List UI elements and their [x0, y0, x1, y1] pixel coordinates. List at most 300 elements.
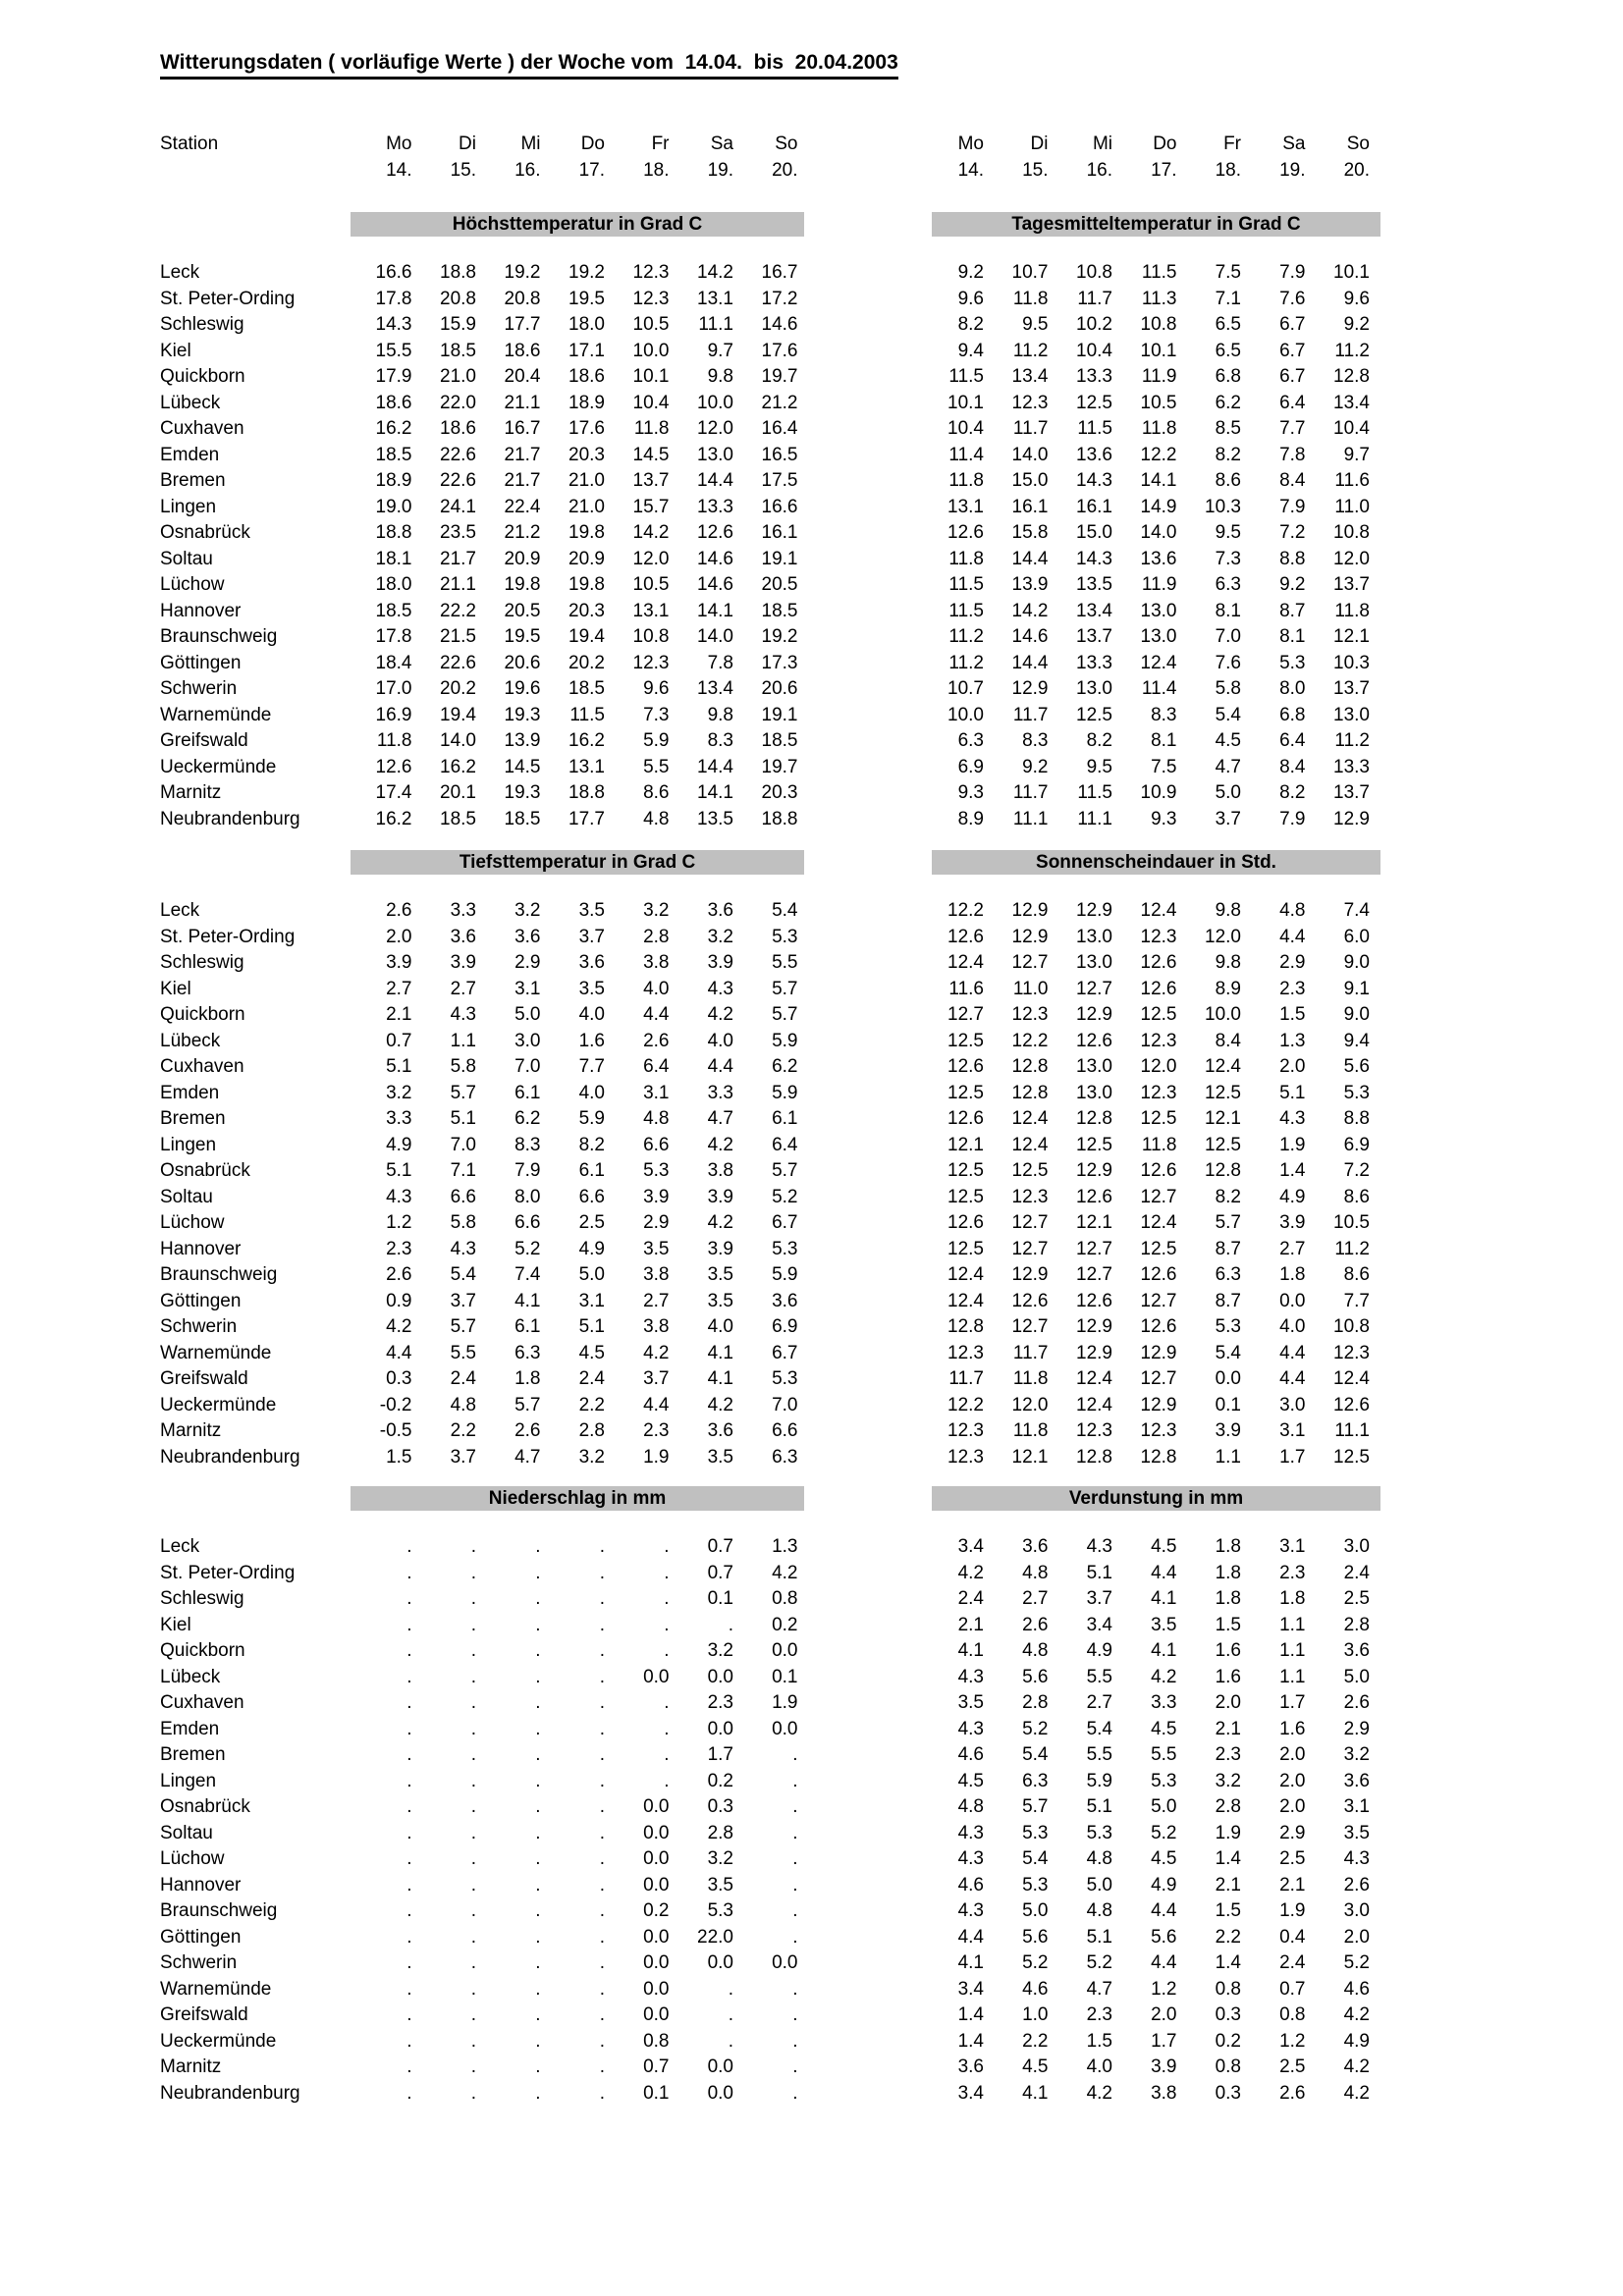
- value-cell: 8.7: [1215, 1290, 1241, 1311]
- value-cell: 10.8: [1076, 262, 1112, 283]
- value-cell: 7.7: [578, 1056, 605, 1077]
- value-cell: 17.7: [504, 314, 541, 335]
- column-gap: [798, 1185, 920, 1211]
- value-cell: 0.0: [643, 2004, 670, 2025]
- column-gap: [798, 1133, 920, 1159]
- value-cell: 12.3: [1011, 392, 1049, 413]
- value-cell: 11.6: [1334, 470, 1370, 491]
- column-gap: [798, 468, 920, 495]
- value-cell: 6.3: [957, 730, 984, 751]
- value-cell: 3.5: [707, 1874, 733, 1896]
- column-gap: [798, 572, 920, 599]
- value-cell: 14.0: [1011, 444, 1049, 465]
- value-cell: 4.9: [1279, 1186, 1306, 1207]
- value-cell: 13.9: [504, 730, 541, 751]
- table-row: [160, 1158, 1623, 1185]
- value-cell: 4.4: [1151, 1562, 1177, 1583]
- value-cell: .: [792, 2082, 798, 2104]
- value-cell: 4.5: [1151, 1848, 1177, 1869]
- value-cell: 4.4: [707, 1056, 733, 1077]
- value-cell: 3.4: [1086, 1614, 1112, 1635]
- station-name: St. Peter-Ording: [160, 926, 296, 947]
- value-cell: 0.0: [1279, 1290, 1306, 1311]
- value-cell: .: [535, 1822, 541, 1843]
- value-cell: 3.5: [578, 978, 605, 999]
- value-cell: 18.5: [761, 730, 798, 751]
- value-cell: 5.7: [1215, 1212, 1241, 1233]
- station-name: Marnitz: [160, 782, 222, 803]
- value-cell: 8.6: [1215, 470, 1241, 491]
- value-cell: 12.9: [1076, 1316, 1112, 1337]
- value-cell: 12.1: [1011, 1446, 1049, 1468]
- value-cell: 20.6: [504, 652, 541, 673]
- value-cell: 1.9: [772, 1692, 798, 1713]
- value-cell: 3.9: [707, 1186, 733, 1207]
- value-cell: 12.4: [947, 1264, 984, 1285]
- value-cell: 1.2: [386, 1212, 412, 1233]
- value-cell: 5.4: [1022, 1744, 1049, 1765]
- value-cell: 10.5: [1140, 392, 1177, 413]
- value-cell: 14.0: [440, 730, 476, 751]
- table-row: [160, 520, 1623, 547]
- column-gap: [798, 755, 920, 781]
- value-cell: 6.2: [772, 1056, 798, 1077]
- value-cell: 1.5: [1215, 1614, 1241, 1635]
- value-cell: 11.0: [1334, 496, 1370, 517]
- value-cell: 6.4: [1279, 392, 1306, 413]
- value-cell: 3.9: [643, 1186, 670, 1207]
- value-cell: 6.2: [514, 1108, 541, 1129]
- column-gap: [798, 2055, 920, 2081]
- value-cell: 12.6: [1011, 1290, 1049, 1311]
- value-cell: 1.1: [1215, 1446, 1241, 1468]
- value-cell: 13.7: [632, 470, 670, 491]
- value-cell: 11.2: [1012, 340, 1049, 361]
- value-cell: 5.4: [1086, 1718, 1112, 1739]
- value-cell: .: [792, 2056, 798, 2077]
- value-cell: 2.6: [1343, 1692, 1370, 1713]
- value-cell: 24.1: [440, 496, 476, 517]
- value-cell: 5.3: [1343, 1082, 1370, 1103]
- value-cell: 12.9: [1076, 900, 1112, 921]
- day-label: Di: [1030, 133, 1049, 154]
- value-cell: 6.4: [772, 1134, 798, 1155]
- station-name: Lingen: [160, 1134, 217, 1155]
- column-gap: [798, 925, 920, 951]
- value-cell: 21.1: [440, 574, 476, 595]
- date-label: 20.: [772, 159, 798, 181]
- value-cell: 6.3: [1022, 1770, 1049, 1791]
- station-name: Schwerin: [160, 1316, 238, 1337]
- value-cell: 20.6: [761, 678, 798, 699]
- value-cell: 8.2: [1215, 444, 1241, 465]
- column-gap: [798, 2081, 920, 2108]
- value-cell: 13.6: [1076, 444, 1112, 465]
- value-cell: .: [470, 2004, 476, 2025]
- column-gap: [798, 547, 920, 573]
- station-name: Osnabrück: [160, 1796, 250, 1817]
- table-row: [160, 1418, 1623, 1445]
- value-cell: 2.2: [450, 1420, 476, 1441]
- station-name: Neubrandenburg: [160, 1446, 300, 1468]
- value-cell: 18.0: [568, 314, 605, 335]
- station-name: Schwerin: [160, 678, 238, 699]
- value-cell: .: [406, 1822, 412, 1843]
- station-name: Schleswig: [160, 314, 244, 335]
- station-name: St. Peter-Ording: [160, 1562, 296, 1583]
- value-cell: 12.5: [1205, 1134, 1241, 1155]
- value-cell: 3.0: [1343, 1536, 1370, 1557]
- value-cell: 14.0: [1140, 522, 1177, 543]
- value-cell: 4.2: [707, 1004, 733, 1025]
- value-cell: 5.0: [1343, 1666, 1370, 1687]
- value-cell: 12.8: [1076, 1446, 1112, 1468]
- column-gap: [798, 260, 920, 287]
- station-name: Warnemünde: [160, 1342, 272, 1363]
- value-cell: .: [535, 1978, 541, 2000]
- value-cell: .: [470, 1614, 476, 1635]
- value-cell: .: [470, 1640, 476, 1661]
- value-cell: 14.6: [697, 548, 733, 569]
- value-cell: 0.0: [643, 1926, 670, 1948]
- column-gap: [798, 1638, 920, 1665]
- value-cell: 0.0: [707, 1952, 733, 1973]
- value-cell: 13.7: [1333, 574, 1370, 595]
- station-name: Schleswig: [160, 952, 244, 973]
- station-name: Marnitz: [160, 1420, 222, 1441]
- value-cell: 13.0: [1333, 704, 1370, 725]
- value-cell: 19.1: [761, 548, 798, 569]
- value-cell: 6.6: [514, 1212, 541, 1233]
- section-title-hoechsttemperatur: Höchsttemperatur in Grad C: [351, 212, 804, 237]
- value-cell: 1.4: [957, 2030, 984, 2052]
- value-cell: 8.1: [1279, 626, 1306, 647]
- section-title-tiefsttemperatur: Tiefsttemperatur in Grad C: [351, 850, 804, 875]
- value-cell: 13.4: [1333, 392, 1370, 413]
- value-cell: 18.9: [568, 392, 605, 413]
- table-row: [160, 950, 1623, 977]
- header-spacer: [160, 158, 348, 185]
- value-cell: 14.4: [697, 470, 733, 491]
- station-name: Braunschweig: [160, 1900, 278, 1921]
- value-cell: .: [535, 2056, 541, 2077]
- value-cell: 11.5: [569, 704, 605, 725]
- day-label: Fr: [1223, 133, 1241, 154]
- table-row: [160, 1002, 1623, 1029]
- station-name: St. Peter-Ording: [160, 288, 296, 309]
- column-gap: [798, 1237, 920, 1263]
- value-cell: 13.1: [632, 600, 670, 621]
- value-cell: .: [470, 1562, 476, 1583]
- value-cell: .: [599, 1822, 605, 1843]
- value-cell: 18.5: [375, 444, 412, 465]
- value-cell: 11.9: [1141, 366, 1177, 387]
- value-cell: .: [599, 1796, 605, 1817]
- value-cell: 12.4: [1140, 900, 1177, 921]
- value-cell: .: [599, 2004, 605, 2025]
- value-cell: 4.7: [707, 1108, 733, 1129]
- value-cell: 7.4: [514, 1264, 541, 1285]
- value-cell: 3.6: [1343, 1640, 1370, 1661]
- value-cell: .: [406, 1874, 412, 1896]
- value-cell: 8.7: [1215, 1238, 1241, 1259]
- station-name: Lübeck: [160, 1030, 221, 1051]
- value-cell: 5.5: [1086, 1744, 1112, 1765]
- value-cell: .: [535, 1952, 541, 1973]
- value-cell: 12.4: [1076, 1368, 1112, 1389]
- value-cell: 22.6: [440, 470, 476, 491]
- value-cell: 1.8: [1279, 1588, 1306, 1609]
- column-gap: [798, 1445, 920, 1471]
- value-cell: 4.1: [707, 1368, 733, 1389]
- value-cell: 21.2: [761, 392, 798, 413]
- station-name: Kiel: [160, 340, 191, 361]
- value-cell: 2.0: [1279, 1796, 1306, 1817]
- value-cell: .: [664, 1770, 670, 1791]
- value-cell: 1.5: [1086, 2030, 1112, 2052]
- value-cell: 11.8: [1012, 288, 1049, 309]
- value-cell: 3.9: [386, 952, 412, 973]
- value-cell: .: [599, 2082, 605, 2104]
- value-cell: .: [664, 1744, 670, 1765]
- value-cell: .: [406, 1536, 412, 1557]
- value-cell: 11.2: [1334, 1238, 1370, 1259]
- value-cell: 6.6: [643, 1134, 670, 1155]
- value-cell: 3.2: [514, 900, 541, 921]
- value-cell: 3.3: [386, 1108, 412, 1129]
- value-cell: 16.5: [761, 444, 798, 465]
- value-cell: 0.0: [1215, 1368, 1241, 1389]
- value-cell: 12.6: [1076, 1030, 1112, 1051]
- value-cell: 4.8: [643, 1108, 670, 1129]
- value-cell: 14.3: [1076, 470, 1112, 491]
- value-cell: 4.3: [386, 1186, 412, 1207]
- value-cell: 6.1: [578, 1160, 605, 1181]
- value-cell: 1.9: [1215, 1822, 1241, 1843]
- column-gap: [798, 495, 920, 521]
- value-cell: 10.1: [632, 366, 670, 387]
- value-cell: 1.8: [514, 1368, 541, 1389]
- value-cell: 12.8: [1333, 366, 1370, 387]
- value-cell: 3.6: [514, 926, 541, 947]
- value-cell: 12.5: [947, 1160, 984, 1181]
- value-cell: 7.0: [1215, 626, 1241, 647]
- station-name: Ueckermünde: [160, 1394, 277, 1415]
- value-cell: 9.8: [1215, 900, 1241, 921]
- value-cell: 12.9: [1011, 678, 1049, 699]
- value-cell: .: [406, 1926, 412, 1948]
- value-cell: 14.6: [761, 314, 798, 335]
- value-cell: 6.6: [772, 1420, 798, 1441]
- value-cell: 5.0: [1215, 782, 1241, 803]
- value-cell: 19.4: [440, 704, 476, 725]
- column-gap: [798, 780, 920, 807]
- value-cell: 3.1: [1279, 1536, 1306, 1557]
- value-cell: 12.3: [947, 1446, 984, 1468]
- value-cell: 5.3: [772, 1368, 798, 1389]
- value-cell: 12.6: [697, 522, 733, 543]
- value-cell: 2.4: [1279, 1952, 1306, 1973]
- value-cell: 3.9: [707, 1238, 733, 1259]
- value-cell: .: [599, 1562, 605, 1583]
- value-cell: 21.0: [568, 496, 605, 517]
- day-label: Mo: [386, 133, 412, 154]
- value-cell: 1.9: [1279, 1900, 1306, 1921]
- value-cell: 12.7: [1011, 1316, 1049, 1337]
- value-cell: .: [470, 1952, 476, 1973]
- value-cell: 18.8: [375, 522, 412, 543]
- value-cell: 16.9: [375, 704, 412, 725]
- value-cell: 23.5: [440, 522, 476, 543]
- value-cell: 12.1: [947, 1134, 984, 1155]
- station-name: Warnemünde: [160, 1978, 272, 2000]
- value-cell: 0.7: [643, 2056, 670, 2077]
- value-cell: 6.0: [1343, 926, 1370, 947]
- column-gap: [798, 1262, 920, 1289]
- value-cell: 11.5: [948, 366, 984, 387]
- value-cell: 8.3: [1022, 730, 1049, 751]
- value-cell: 5.1: [1086, 1796, 1112, 1817]
- value-cell: 5.9: [1086, 1770, 1112, 1791]
- value-cell: 12.6: [947, 1108, 984, 1129]
- value-cell: 5.7: [1022, 1796, 1049, 1817]
- value-cell: .: [599, 2030, 605, 2052]
- value-cell: 12.4: [1076, 1394, 1112, 1415]
- value-cell: 3.7: [1215, 808, 1241, 829]
- value-cell: 8.0: [1279, 678, 1306, 699]
- value-cell: .: [599, 1614, 605, 1635]
- station-name: Greifswald: [160, 2004, 248, 2025]
- value-cell: 12.7: [1140, 1290, 1177, 1311]
- station-name: Greifswald: [160, 1368, 248, 1389]
- value-cell: 2.1: [1279, 1874, 1306, 1896]
- value-cell: 9.4: [957, 340, 984, 361]
- value-cell: 12.1: [1076, 1212, 1112, 1233]
- value-cell: 4.0: [707, 1316, 733, 1337]
- table-row: [160, 728, 1623, 755]
- value-cell: .: [535, 1640, 541, 1661]
- station-name: Hannover: [160, 1874, 242, 1896]
- table-row: [160, 1289, 1623, 1315]
- column-gap: [798, 2029, 920, 2056]
- value-cell: 12.3: [947, 1342, 984, 1363]
- value-cell: 4.4: [1279, 926, 1306, 947]
- value-cell: 1.4: [1279, 1160, 1306, 1181]
- table-row: [160, 572, 1623, 599]
- value-cell: 0.1: [772, 1666, 798, 1687]
- value-cell: 7.3: [1215, 548, 1241, 569]
- value-cell: 2.0: [1215, 1692, 1241, 1713]
- value-cell: 10.3: [1205, 496, 1241, 517]
- table-row: [160, 1613, 1623, 1639]
- day-label: Mi: [1092, 133, 1112, 154]
- table-row: [160, 1393, 1623, 1419]
- value-cell: 4.4: [1151, 1952, 1177, 1973]
- column-gap: [798, 1106, 920, 1133]
- value-cell: 11.5: [1077, 782, 1112, 803]
- value-cell: 3.8: [643, 1264, 670, 1285]
- value-cell: 1.3: [1279, 1030, 1306, 1051]
- column-gap: [798, 1418, 920, 1445]
- value-cell: .: [406, 1666, 412, 1687]
- station-name: Göttingen: [160, 1290, 242, 1311]
- value-cell: 9.1: [1343, 978, 1370, 999]
- value-cell: 11.1: [1012, 808, 1049, 829]
- value-cell: 3.7: [450, 1290, 476, 1311]
- station-column-header: Station: [160, 133, 219, 154]
- column-gap: [798, 651, 920, 677]
- value-cell: 16.1: [1011, 496, 1049, 517]
- value-cell: .: [792, 2030, 798, 2052]
- column-gap: [798, 1210, 920, 1237]
- value-cell: 13.0: [1140, 626, 1177, 647]
- value-cell: .: [470, 1588, 476, 1609]
- date-label: 18.: [643, 159, 670, 181]
- column-gap: [798, 1534, 920, 1561]
- table-row: [160, 495, 1623, 521]
- value-cell: 17.4: [375, 782, 412, 803]
- value-cell: 13.3: [1333, 756, 1370, 777]
- value-cell: 18.5: [375, 600, 412, 621]
- value-cell: 4.1: [957, 1952, 984, 1973]
- value-cell: 5.7: [514, 1394, 541, 1415]
- value-cell: 9.8: [707, 366, 733, 387]
- value-cell: 13.5: [1076, 574, 1112, 595]
- value-cell: 7.9: [1279, 496, 1306, 517]
- station-name: Leck: [160, 262, 200, 283]
- value-cell: 8.1: [1151, 730, 1177, 751]
- value-cell: 3.7: [578, 926, 605, 947]
- value-cell: 2.6: [386, 1264, 412, 1285]
- value-cell: 4.9: [1086, 1640, 1112, 1661]
- value-cell: 5.3: [1022, 1874, 1049, 1896]
- table-row: [160, 2029, 1623, 2056]
- value-cell: 2.8: [1343, 1614, 1370, 1635]
- value-cell: 0.2: [643, 1900, 670, 1921]
- value-cell: 8.3: [707, 730, 733, 751]
- value-cell: 12.5: [1076, 1134, 1112, 1155]
- value-cell: 14.1: [697, 600, 733, 621]
- value-cell: 11.7: [1012, 418, 1049, 439]
- value-cell: .: [470, 1926, 476, 1948]
- value-cell: 7.5: [1215, 262, 1241, 283]
- value-cell: 3.6: [707, 1420, 733, 1441]
- value-cell: .: [792, 1874, 798, 1896]
- value-cell: 1.8: [1279, 1264, 1306, 1285]
- table-row: [160, 1742, 1623, 1769]
- value-cell: 21.0: [568, 470, 605, 491]
- value-cell: .: [535, 1770, 541, 1791]
- value-cell: 5.4: [450, 1264, 476, 1285]
- value-cell: 12.6: [1076, 1290, 1112, 1311]
- value-cell: 13.3: [1076, 652, 1112, 673]
- value-cell: 9.7: [1343, 444, 1370, 465]
- value-cell: 8.4: [1279, 470, 1306, 491]
- value-cell: 14.4: [1011, 652, 1049, 673]
- value-cell: .: [535, 2030, 541, 2052]
- value-cell: 6.3: [514, 1342, 541, 1363]
- value-cell: 4.4: [1279, 1368, 1306, 1389]
- value-cell: 12.0: [632, 548, 670, 569]
- value-cell: 5.1: [1279, 1082, 1306, 1103]
- value-cell: 4.4: [386, 1342, 412, 1363]
- value-cell: 2.7: [450, 978, 476, 999]
- value-cell: 5.3: [772, 1238, 798, 1259]
- day-label: Do: [1153, 133, 1177, 154]
- value-cell: 0.7: [386, 1030, 412, 1051]
- value-cell: 4.8: [1086, 1900, 1112, 1921]
- value-cell: 19.2: [761, 626, 798, 647]
